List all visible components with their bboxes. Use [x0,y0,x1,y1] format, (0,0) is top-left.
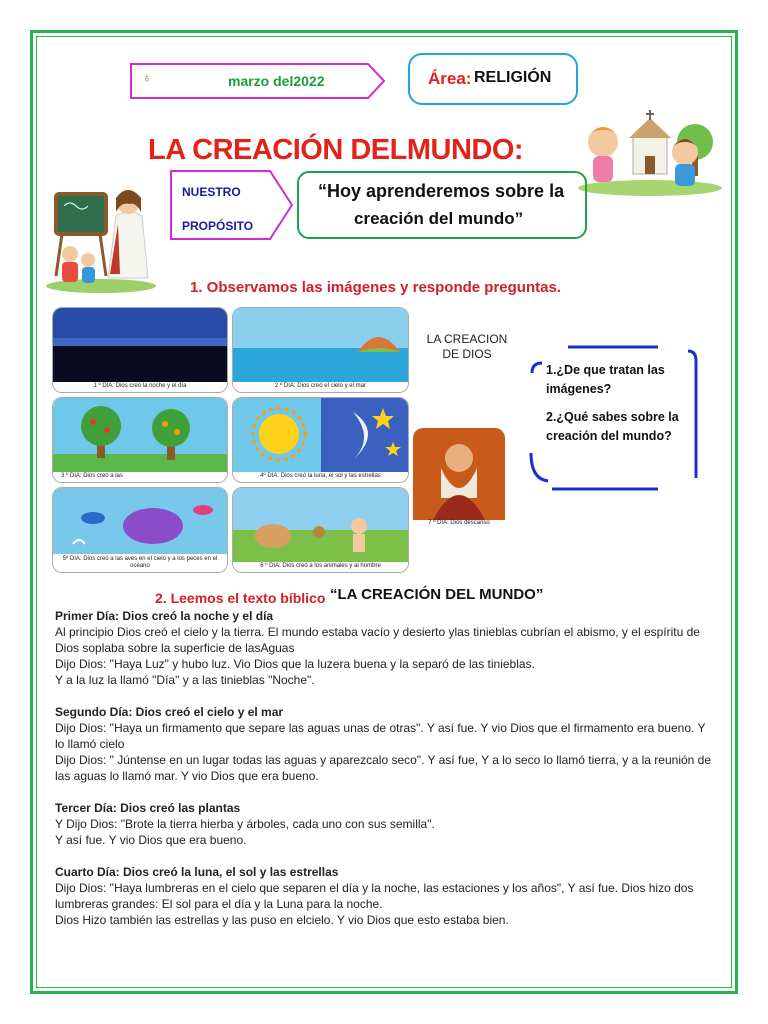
question-2: 2.¿Qué sabes sobre la creación del mundo? [546,410,679,443]
night-day-image [53,308,228,393]
area-label: Área: [428,69,472,88]
day2-line1: Dijo Dios: "Haya un firmamento que separe las aguas unas de otras". Y así fue. Y vio Dios que el firmamento era bueno. Y lo llamó cielo [55,721,706,751]
day4-title: Cuarto Día: Dios creó la luna, el sol y las estrellas [55,865,339,879]
date-label: marzo del2022 [228,73,325,89]
creation-panel-day6 [232,487,409,573]
day3-line1: Y Dijo Dios: "Brote la tierra hierba y árboles, cada uno con sus semilla". [55,817,435,831]
creation-panel-day7 [413,428,505,530]
day2-title: Segundo Día: Dios creó el cielo y el mar [55,705,284,719]
plants-image [53,398,228,483]
creation-panel-day3 [52,397,228,483]
panel-caption-day1: 1 º DIA: Dios creó la noche y el día [93,383,187,389]
section2-quote: “LA CREACIÓN DEL MUNDO” [330,586,544,603]
day1-line3: Y a la luz la llamó "Día" y a las tinieblas "Noche". [55,673,315,687]
biblical-text [55,608,715,928]
creation-panel-day5 [52,487,228,573]
panel-caption-day5: 5º DIA: Dios creó a las aves en el cielo y a los peces en el océano [62,556,218,569]
day1-line2: Dijo Dios: "Haya Luz" y hubo luz. Vio Dios que la luzera buena y la separó de las tinieblas. [55,657,535,671]
day4-line2: Dios Hizo también las estrellas y las puso en elcielo. Y vio Dios que esto estaba bien. [55,913,509,927]
sun-moon-stars-image [233,398,409,483]
animals-man-image [233,488,409,573]
panel-caption-day3: 3 º DIA: Dios creó a las [61,473,123,479]
section1-heading: 1. Observamos las imágenes y responde preguntas. [190,279,561,296]
creation-panel-day2 [232,307,409,393]
day3-title: Tercer Día: Dios creó las plantas [55,801,241,815]
purpose-quote-line2: creación del mundo” [354,209,524,228]
panel-caption-day4: 4º DIA: Dios creó la luna, el sol y las estrellas [260,473,381,479]
side-title: LA CREACION DE DIOS [426,332,508,361]
god-resting-image [413,428,505,530]
creation-panel-day4 [232,397,409,483]
purpose-label-line1: NUESTRO [182,185,241,199]
jesus-teaching-illustration [42,176,160,294]
question-1: 1.¿De que tratan las imágenes? [546,363,665,396]
creation-panel-day1 [52,307,228,393]
panel-caption-day7: 7 º DIA: Dios descanso [428,520,490,526]
page-title: LA CREACIÓN DELMUNDO: [148,134,524,166]
purpose-quote-line1: “Hoy aprenderemos sobre la [318,181,565,201]
panel-caption-day2: 2 º DIA: Dios creó el cielo y el mar [275,383,366,389]
children-church-illustration [575,108,725,196]
panel-caption-day6: 6 º DIA: Dios creó a los animales y al hombre [260,563,381,569]
sky-sea-image [233,308,409,393]
apple-icon: ♁ [142,70,152,85]
purpose-label-line2: PROPÓSITO [182,219,254,233]
day3-line2: Y así fue. Y vio Dios que era bueno. [55,833,247,847]
area-value: RELIGIÓN [474,69,552,86]
day1-line1: Al principio Dios creó el cielo y la tierra. El mundo estaba vacío y desierto ylas tinieblas cubrían el abismo, y el espíritu de Dios soplaba sobre la superficie de lasAguas [55,625,700,655]
section2-heading: 2. Leemos el texto bíblico [155,590,326,606]
day1-title: Primer Día: Dios creó la noche y el día [55,609,274,623]
day4-line1: Dijo Dios: "Haya lumbreras en el cielo que separen el día y la noche, las estaciones y los años", Y así fue. Dios hizo dos lumbreras grandes: El sol para el día y la Luna para la noche. [55,881,694,911]
day2-line2: Dijo Dios: " Júntense en un lugar todas las aguas y aparezcalo seco". Y así fue, Y a lo seco lo llamó tierra, y a la reunión de las aguas lo llamó mar. Y vio Dios que era bueno. [55,753,712,783]
